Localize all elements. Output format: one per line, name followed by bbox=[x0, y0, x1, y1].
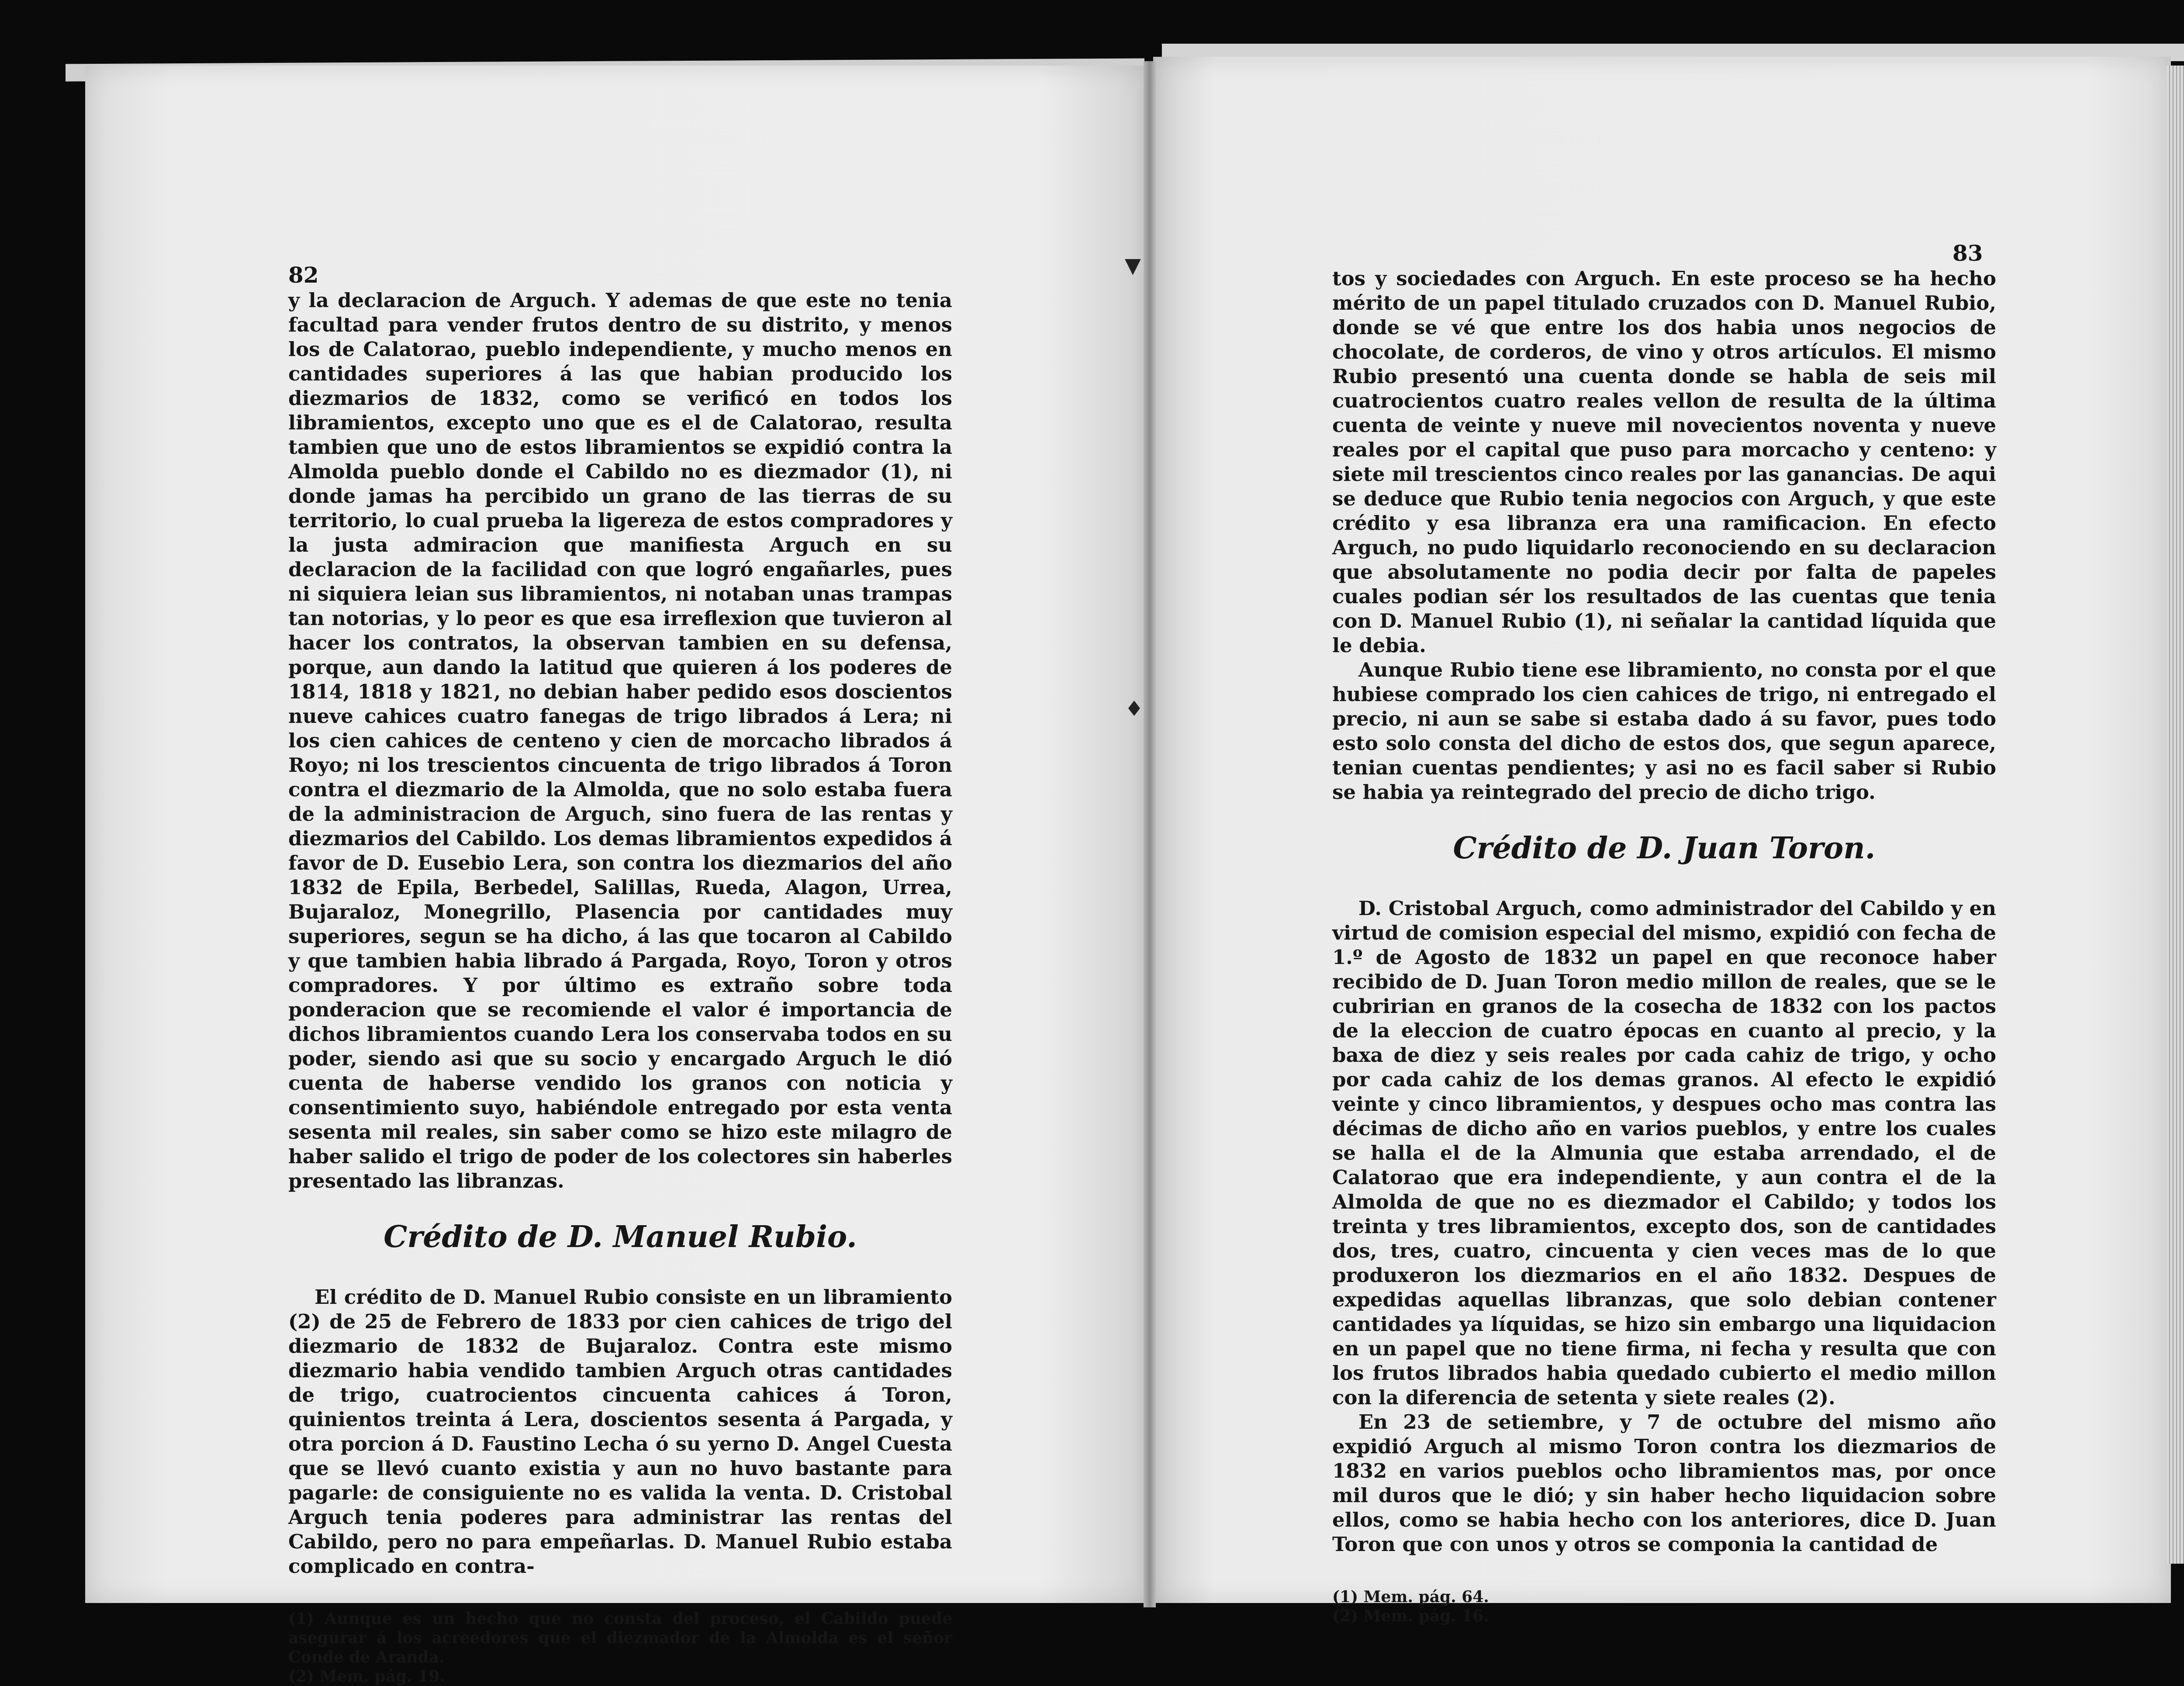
left-footnote-2: (2) Mem. pág. 19. bbox=[288, 1667, 445, 1686]
right-footnote-1: (1) Mem. pág. 64. bbox=[1332, 1588, 1489, 1606]
book-gutter bbox=[1144, 61, 1156, 1607]
gutter-ornament-top-icon: ▼ bbox=[1125, 253, 1141, 278]
left-body-text-bottom: El crédito de D. Manuel Rubio consiste en un libramiento (2) de 25 de Febrero de 1833 por cien cahices de trigo del diezmario de 1832 de Bujaraloz. Contra este mismo diezmario habia vendido tambien Arguch otras cantidades de trigo, cuatrocientos cincuenta cahices á Toron, quinientos treinta á Lera, doscientos sesenta á Pargada, y otra porcion á D. Faustino Lecha ó su yerno D. Angel Cuesta que se llevó cuanto existia y aun no huvo bastante para pagarle: de consiguiente no es valida la venta. D. Cristobal Arguch tenia poderes para administrar las rentas del Cabildo, pero no para empeñarlas. D. Manuel Rubio estaba complicado en contra- bbox=[288, 1285, 952, 1578]
left-footnotes bbox=[288, 1609, 952, 1686]
left-footnote-1: (1) Aunque es un hecho que no consta del proceso, el Cabildo puede asegurar á los acreedores que el diezmador de la Almolda es el señor Conde de Aranda. bbox=[288, 1610, 952, 1666]
right-footnote-2: (2) Mem. pág. 16. bbox=[1332, 1607, 1489, 1625]
page-stack-edge bbox=[2167, 66, 2184, 1564]
right-body-text-top-2: Aunque Rubio tiene ese libramiento, no consta por el que hubiese comprado los cien cahices de trigo, ni entregado el precio, ni aun se sabe si estaba dado á su favor, pues todo esto solo consta del dicho de estos dos, que segun aparece, tenian cuentas pendientes; y asi no es facil saber si Rubio se habia ya reintegrado del precio de dicho trigo. bbox=[1332, 658, 1996, 804]
left-page-text bbox=[288, 271, 952, 1686]
right-footnotes bbox=[1332, 1587, 1996, 1626]
left-body-text-top: y la declaracion de Arguch. Y ademas de que este no tenia facultad para vender frutos dentro de su distrito, y menos los de Calatorao, pueblo independiente, y mucho menos en cantidades superiores á las que habian producido los diezmarios de 1832, como se verificó en todos los libramientos, excepto uno que es el de Calatorao, resulta tambien que uno de estos libramientos se expidió contra la Almolda pueblo donde el Cabildo no es diezmador (1), ni donde jamas ha percibido un grano de las tierras de su territorio, lo cual prueba la ligereza de estos compradores y la justa admiracion que manifiesta Arguch en su declaracion de la facilidad con que logró engañarles, pues ni siquiera leian sus libramientos, ni notaban unas trampas tan notorias, y lo peor es que esa irreflexion que tuvieron al hacer los contratos, la observan tambien en su defensa, porque, aun dando la latitud que quieren á los poderes de 1814, 1818 y 1821, no debian haber pedido esos doscientos nueve cahices cuatro fanegas de trigo librados á Lera; ni los cien cahices de centeno y cien de morcacho librados á Royo; ni los trescientos cincuenta de trigo librados á Toron contra el diezmario de la Almolda, que no solo estaba fuera de la administracion de Arguch, sino fuera de las rentas y diezmarios del Cabildo. Los demas libramientos expedidos á favor de D. Eusebio Lera, son contra los diezmarios del año 1832 de Epila, Berbedel, Salillas, Rueda, Alagon, Urrea, Bujaraloz, Monegrillo, Plasencia por cantidades muy superiores, segun se ha dicho, á las que tocaron al Cabildo y que tambien habia librado á Pargada, Royo, Toron y otros compradores. Y por último es extraño sobre toda ponderacion que se recomiende el valor é importancia de dichos libramientos cuando Lera los conservaba todos en su poder, siendo asi que su socio y encargado Arguch le dió cuenta de haberse vendido los granos con noticia y consentimiento suyo, habiéndole entregado por esta venta sesenta mil reales, sin saber como se hizo este milagro de haber salido el trigo de poder de los colectores sin haberles presentado las libranzas. bbox=[288, 289, 952, 1192]
left-section-heading: Crédito de D. Manuel Rubio. bbox=[384, 1220, 857, 1254]
right-body-text-bottom-2: En 23 de setiembre, y 7 de octubre del mismo año expidió Arguch al mismo Toron contra los diezmarios de 1832 en varios pueblos ocho libramientos mas, por once mil duros que le dió; y sin haber hecho liquidacion sobre ellos, como se habia hecho con los anteriores, dice D. Juan Toron que con unos y otros se componia la cantidad de bbox=[1332, 1410, 1996, 1556]
right-page-text bbox=[1332, 266, 1996, 1626]
right-body-text-top: tos y sociedades con Arguch. En este proceso se ha hecho mérito de un papel titulado cruzados con D. Manuel Rubio, donde se vé que entre los dos habia unos negocios de chocolate, de corderos, de vino y otros artículos. El mismo Rubio presentó una cuenta donde se habla de seis mil cuatrocientos cuatro reales vellon de resulta de la última cuenta de veinte y nueve mil novecientos noventa y nueve reales por el capital que puso para morcacho y centeno: y siete mil trescientos cinco reales por las ganancias. De aqui se deduce que Rubio tenia negocios con Arguch, y que este crédito y esa libranza era una ramificacion. En efecto Arguch, no pudo liquidarlo reconociendo en su declaracion que absolutamente no podia decir por falta de papeles cuales podian sér los resultados de las cuentas que tenia con D. Manuel Rubio (1), ni señalar la cantidad líquida que le debia. bbox=[1332, 267, 1996, 657]
right-body-text-bottom: D. Cristobal Arguch, como administrador del Cabildo y en virtud de comision especial del mismo, expidió con fecha de 1.º de Agosto de 1832 un papel en que reconoce haber recibido de D. Juan Toron medio millon de reales, que se le cubririan en granos de la cosecha de 1832 con los pactos de la eleccion de cuatro épocas en cuanto al precio, y la baxa de diez y seis reales por cada cahiz de trigo, y ocho por cada cahiz de los demas granos. Al efecto le expidió veinte y cinco libramientos, y despues ocho mas contra las décimas de dicho año en varios pueblos, y entre los cuales se halla el de la Almunia que estaba arrendado, el de Calatorao que era independiente, y aun contra el de la Almolda de que no es diezmador el Cabildo; y todos los treinta y tres libramientos, excepto dos, son de cantidades dos, tres, cuatro, cincuenta y cien veces mas de lo que produxeron los diezmarios en el año 1832. Despues de expedidas aquellas libranzas, que solo debian contener cantidades ya líquidas, se hizo sin embargo una liquidacion en un papel que no tiene firma, ni fecha y resulta que con los frutos librados habia quedado cubierto el medio millon con la diferencia de setenta y siete reales (2). bbox=[1332, 897, 1996, 1409]
right-page-number: 83 bbox=[1952, 240, 1983, 266]
gutter-ornament-middle-icon: ♦ bbox=[1125, 697, 1144, 721]
right-section-heading: Crédito de D. Juan Toron. bbox=[1453, 831, 1876, 866]
left-page-number: 82 bbox=[288, 262, 319, 288]
